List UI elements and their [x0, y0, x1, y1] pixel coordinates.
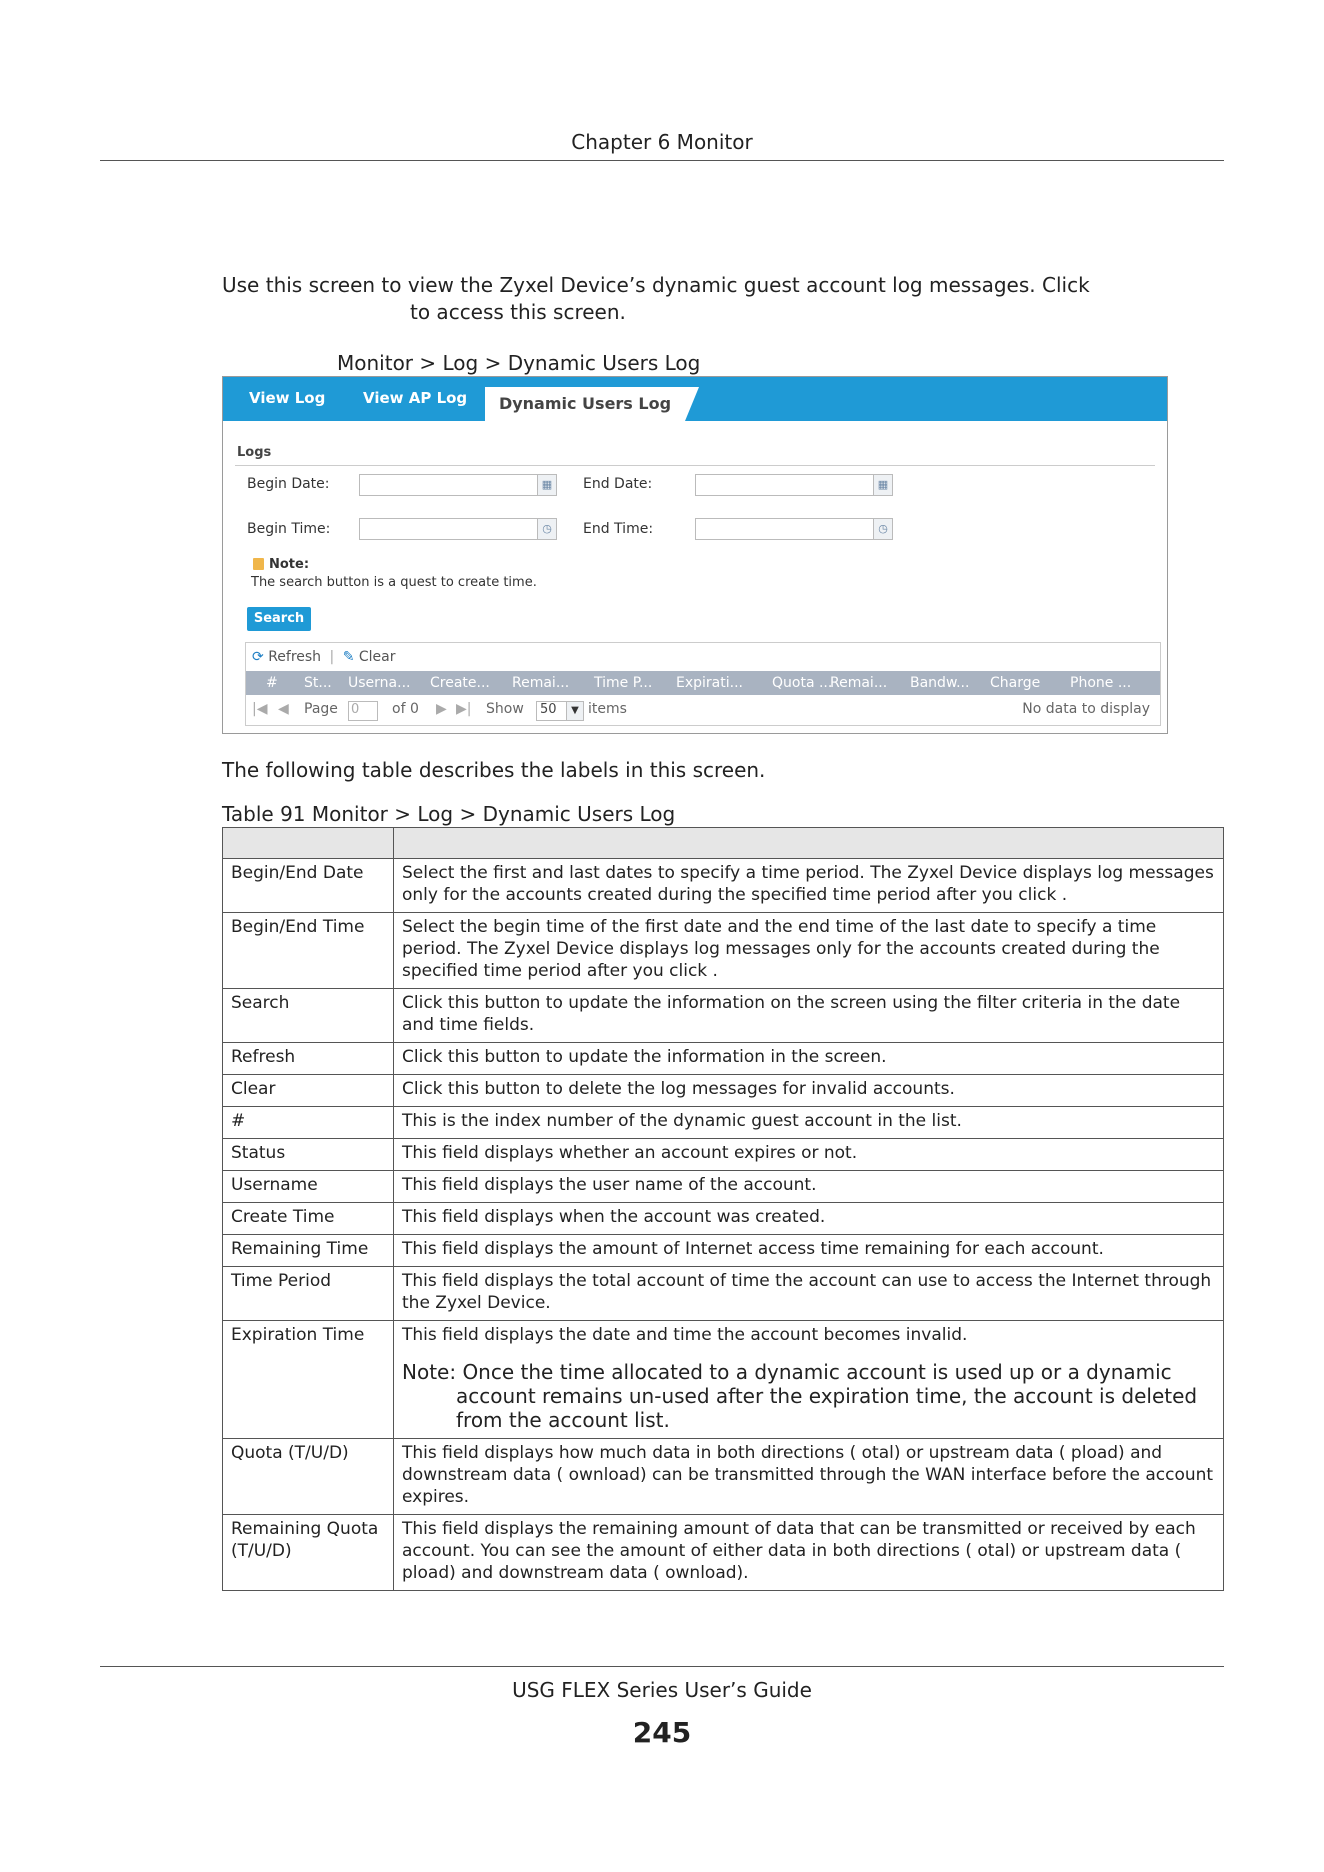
screenshot-figure — [222, 376, 1168, 734]
page-number: 245 — [632, 1716, 692, 1749]
next-page-icon[interactable]: ▶ — [436, 701, 447, 717]
row-description: This is the index number of the dynamic guest account in the list. — [394, 1107, 1224, 1139]
row-label: Time Period — [223, 1267, 394, 1321]
show-label: Show — [486, 701, 524, 717]
table-row — [223, 1439, 1224, 1515]
table-row — [223, 1171, 1224, 1203]
row-description: Select the begin time of the first date and the end time of the last date to specify a time period. The Zyxel Device displays log messages only for the accounts created during the specified time period after you click . — [394, 913, 1224, 989]
note-icon — [253, 558, 264, 570]
column-bandwidth[interactable]: Bandw... — [910, 675, 970, 691]
row-description: This field displays the total account of time the account can use to access the Internet through the Zyxel Device. — [394, 1267, 1224, 1321]
column-remaining-quota[interactable]: Remai... — [830, 675, 888, 691]
row-label: Begin/End Date — [223, 859, 394, 913]
intro-line-1: Use this screen to view the Zyxel Device’s dynamic guest account log messages. Click — [222, 273, 1090, 297]
grid-pager — [246, 701, 1160, 725]
intro-paragraph — [222, 272, 1142, 326]
column-phone[interactable]: Phone ... — [1070, 675, 1132, 691]
tab-view-log[interactable]: View Log — [249, 389, 326, 407]
table-row — [223, 1515, 1224, 1591]
column-charge[interactable]: Charge — [990, 675, 1041, 691]
row-label: Status — [223, 1139, 394, 1171]
chapter-header: Chapter 6 Monitor — [571, 130, 753, 154]
clock-icon[interactable]: ◷ — [537, 518, 557, 540]
section-divider — [235, 465, 1155, 466]
tab-view-ap-log[interactable]: View AP Log — [363, 389, 468, 407]
column-remaining-time[interactable]: Remai... — [512, 675, 570, 691]
row-description: This field displays the user name of the account. — [394, 1171, 1224, 1203]
chevron-down-icon[interactable]: ▼ — [566, 701, 584, 721]
grid-toolbar — [252, 649, 396, 665]
table-row — [223, 1043, 1224, 1075]
note-title: Note: — [269, 557, 310, 572]
row-description: This field displays whether an account expires or not. — [394, 1139, 1224, 1171]
refresh-button[interactable]: Refresh — [268, 649, 322, 665]
table-row — [223, 1107, 1224, 1139]
intro-line-2: to access this screen. — [410, 300, 626, 324]
page-size-select[interactable]: 50 — [536, 701, 569, 721]
brush-icon[interactable]: ✎ — [342, 649, 355, 665]
end-time-input[interactable] — [695, 518, 877, 540]
row-label: Username — [223, 1171, 394, 1203]
row-label: Expiration Time — [223, 1321, 394, 1439]
end-time-label: End Time: — [583, 521, 654, 537]
table-row — [223, 1075, 1224, 1107]
row-description: Click this button to update the information on the screen using the filter criteria in the date and time fields. — [394, 989, 1224, 1043]
page-input[interactable]: 0 — [348, 701, 378, 721]
end-date-label: End Date: — [583, 476, 653, 492]
section-title: Logs — [237, 445, 272, 460]
header-cell-label — [223, 828, 394, 859]
table-row — [223, 1321, 1224, 1439]
column-index[interactable]: # — [266, 675, 278, 691]
table-row — [223, 1235, 1224, 1267]
calendar-icon[interactable]: ▦ — [873, 474, 893, 496]
row-description-text: This field displays the date and time the account becomes invalid. — [402, 1325, 968, 1345]
refresh-icon[interactable]: ⟳ — [252, 649, 264, 665]
row-label: Create Time — [223, 1203, 394, 1235]
column-create-time[interactable]: Create... — [430, 675, 490, 691]
column-expiration-time[interactable]: Expirati... — [676, 675, 743, 691]
figure-caption: Monitor > Log > Dynamic Users Log — [337, 351, 701, 375]
row-label: Remaining Time — [223, 1235, 394, 1267]
header-rule — [100, 160, 1224, 161]
begin-time-input[interactable] — [359, 518, 541, 540]
row-description: This field displays when the account was created. — [394, 1203, 1224, 1235]
row-label: Search — [223, 989, 394, 1043]
row-description: This field displays how much data in both directions ( otal) or upstream data ( pload) and downstream data ( ownload) can be transmitted through the WAN interface before the account expires. — [394, 1439, 1224, 1515]
begin-date-input[interactable] — [359, 474, 541, 496]
table-header-row — [223, 828, 1224, 859]
note-text: The search button is a quest to create time. — [251, 575, 537, 590]
row-label: Quota (T/U/D) — [223, 1439, 394, 1515]
row-label: Begin/End Time — [223, 913, 394, 989]
calendar-icon[interactable]: ▦ — [537, 474, 557, 496]
row-label: Remaining Quota (T/U/D) — [223, 1515, 394, 1591]
row-description: This field displays the amount of Internet access time remaining for each account. — [394, 1235, 1224, 1267]
grid-header — [246, 671, 1160, 695]
table-row — [223, 1139, 1224, 1171]
table-caption: Table 91 Monitor > Log > Dynamic Users Log — [222, 802, 676, 826]
items-label: items — [588, 701, 627, 717]
page-label: Page — [304, 701, 338, 717]
clear-button[interactable]: Clear — [358, 649, 396, 665]
table-row — [223, 859, 1224, 913]
row-description: Click this button to delete the log messages for invalid accounts. — [394, 1075, 1224, 1107]
row-note: Note: Once the time allocated to a dynamic account is used up or a dynamic account remains un-used after the expiration time, the account is deleted from the account list. — [402, 1360, 1198, 1432]
labels-table — [222, 827, 1224, 1591]
last-page-icon[interactable]: ▶| — [456, 701, 472, 717]
clock-icon[interactable]: ◷ — [873, 518, 893, 540]
empty-message: No data to display — [1022, 701, 1150, 717]
tab-dynamic-users-log[interactable]: Dynamic Users Log — [485, 387, 685, 421]
end-date-input[interactable] — [695, 474, 877, 496]
row-label: # — [223, 1107, 394, 1139]
description-text: The following table describes the labels in this screen. — [222, 758, 766, 782]
begin-time-label: Begin Time: — [247, 521, 331, 537]
table-row — [223, 1203, 1224, 1235]
column-time-period[interactable]: Time P... — [594, 675, 653, 691]
row-description: This field displays the remaining amount of data that can be transmitted or received by each account. You can see the amount of either data in both directions ( otal) or upstream data ( pload) and downstream data ( ownload). — [394, 1515, 1224, 1591]
toolbar-divider: | — [329, 649, 335, 665]
column-username[interactable]: Userna... — [348, 675, 411, 691]
search-button[interactable]: Search — [247, 607, 311, 631]
footer-rule — [100, 1666, 1224, 1667]
table-row — [223, 913, 1224, 989]
table-row — [223, 1267, 1224, 1321]
begin-date-label: Begin Date: — [247, 476, 330, 492]
first-page-icon[interactable]: |◀ — [252, 701, 268, 717]
page-count: of 0 — [392, 701, 419, 717]
row-label: Clear — [223, 1075, 394, 1107]
column-quota[interactable]: Quota ... — [772, 675, 833, 691]
row-label: Refresh — [223, 1043, 394, 1075]
prev-page-icon[interactable]: ◀ — [278, 701, 289, 717]
header-cell-description — [394, 828, 1224, 859]
tab-bar — [223, 377, 1167, 421]
row-description — [394, 1321, 1224, 1439]
row-description: Click this button to update the information in the screen. — [394, 1043, 1224, 1075]
table-row — [223, 989, 1224, 1043]
column-status[interactable]: St... — [304, 675, 332, 691]
logs-grid — [245, 642, 1161, 726]
row-description: Select the first and last dates to specify a time period. The Zyxel Device displays log messages only for the accounts created during the specified time period after you click . — [394, 859, 1224, 913]
guide-title: USG FLEX Series User’s Guide — [512, 1678, 812, 1702]
tab-notch — [685, 387, 699, 421]
